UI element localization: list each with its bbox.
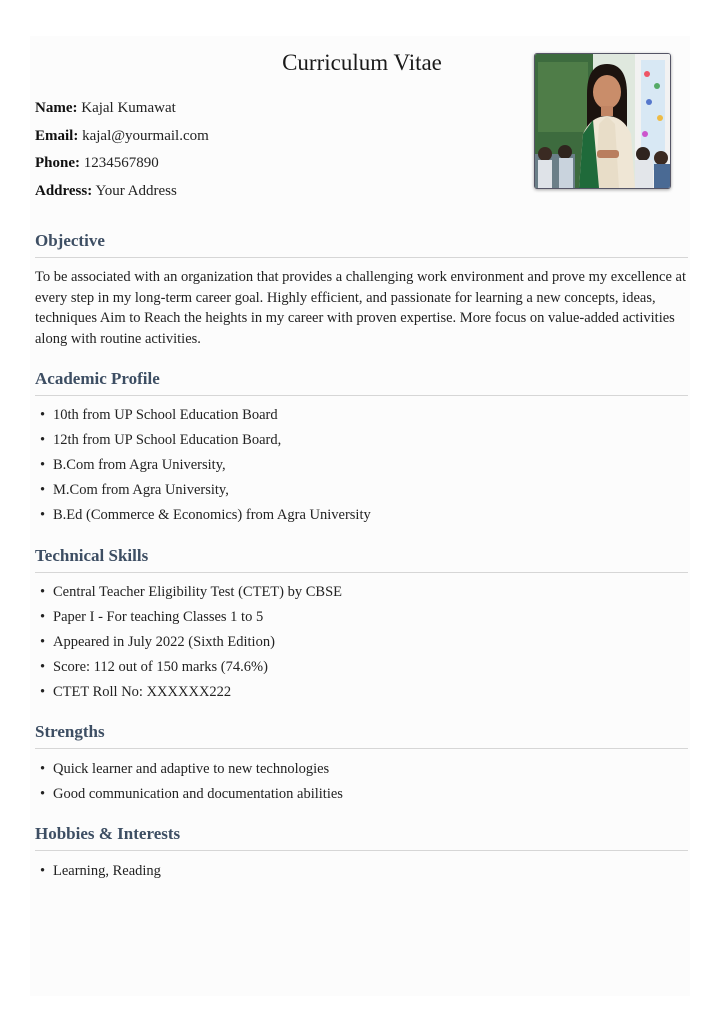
email-label: Email: bbox=[35, 127, 79, 144]
list-item: • Paper I - For teaching Classes 1 to 5 bbox=[35, 607, 342, 632]
list-item: • B.Com from Agra University, bbox=[35, 455, 371, 480]
list-item: • Good communication and documentation abilities bbox=[35, 784, 343, 809]
academic-list bbox=[35, 405, 371, 530]
objective-text: To be associated with an organization that provides a challenging work environment and prove my excellence at every step in my long-term career goal. Highly efficient, and passionate for learning a new concepts, ideas, techniques Aim to Reach the heights in my career with proven expertise. More focus on value-added activities along with routine activities. bbox=[35, 269, 686, 347]
address-row bbox=[35, 180, 209, 208]
name-label: Name: bbox=[35, 100, 78, 116]
page-title: Curriculum Vitae bbox=[282, 50, 442, 75]
contact-details bbox=[35, 97, 209, 208]
list-item: • Quick learner and adaptive to new technologies bbox=[35, 759, 343, 784]
phone-value: 1234567890 bbox=[83, 155, 159, 172]
academic-heading: Academic Profile bbox=[35, 369, 688, 396]
technical-list bbox=[35, 582, 342, 707]
address-label: Address: bbox=[35, 183, 93, 200]
email-row bbox=[35, 125, 209, 153]
objective-heading: Objective bbox=[35, 231, 688, 258]
phone-label: Phone: bbox=[35, 155, 80, 172]
list-item: • Appeared in July 2022 (Sixth Edition) bbox=[35, 632, 342, 657]
hobbies-heading: Hobbies & Interests bbox=[35, 824, 688, 851]
profile-photo bbox=[534, 53, 671, 189]
address-value: Your Address bbox=[95, 183, 177, 200]
list-item: • M.Com from Agra University, bbox=[35, 480, 371, 505]
phone-row bbox=[35, 152, 209, 180]
strengths-list bbox=[35, 759, 343, 809]
list-item: • Central Teacher Eligibility Test (CTET) by CBSE bbox=[35, 582, 342, 607]
name-value: Kajal Kumawat bbox=[81, 100, 176, 116]
list-item: • Learning, Reading bbox=[35, 861, 161, 886]
technical-heading: Technical Skills bbox=[35, 546, 688, 573]
profile-photo-image bbox=[535, 54, 670, 188]
list-item: • 10th from UP School Education Board bbox=[35, 405, 371, 430]
list-item: • CTET Roll No: XXXXXX222 bbox=[35, 682, 342, 707]
list-item: • Score: 112 out of 150 marks (74.6%) bbox=[35, 657, 342, 682]
strengths-heading: Strengths bbox=[35, 722, 688, 749]
hobbies-list bbox=[35, 861, 161, 886]
name-row bbox=[35, 97, 209, 125]
email-value[interactable]: kajal@yourmail.com bbox=[82, 127, 209, 144]
list-item: • 12th from UP School Education Board, bbox=[35, 430, 371, 455]
list-item: • B.Ed (Commerce & Economics) from Agra University bbox=[35, 505, 371, 530]
